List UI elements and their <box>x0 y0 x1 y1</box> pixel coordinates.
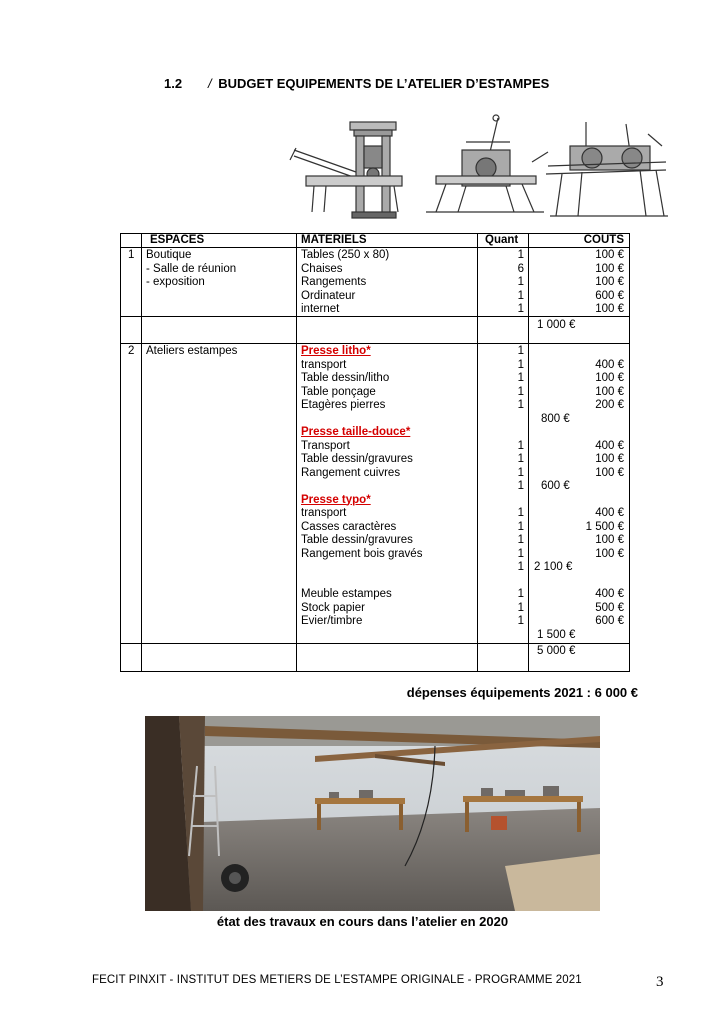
item-qty: 1 <box>517 345 524 357</box>
item-cost: 400 € <box>595 588 624 600</box>
total-expenses: dépenses équipements 2021 : 6 000 € <box>406 685 638 700</box>
item-qty: 1 <box>517 276 524 288</box>
item-cost: 600 € <box>595 289 624 302</box>
item-cost: 100 € <box>595 453 624 465</box>
item-name: Table dessin/litho <box>301 372 390 384</box>
item-cost: 400 € <box>595 358 624 371</box>
item-cost: 100 € <box>595 385 624 398</box>
press-category-title: Presse litho* <box>301 345 371 357</box>
item-cost: 100 € <box>595 466 624 479</box>
category-subtotal: 800 € <box>541 412 570 425</box>
item-qty: 6 <box>517 262 524 275</box>
header-couts: COUTS <box>583 234 624 246</box>
item-name: Table dessin/gravures <box>301 534 413 546</box>
item-qty: 1 <box>517 289 524 302</box>
espace-label: - exposition <box>146 276 205 288</box>
item-qty: 1 <box>517 249 524 261</box>
item-qty: 1 <box>517 399 524 411</box>
item-cost: 100 € <box>595 276 624 288</box>
item-cost: 100 € <box>595 303 624 315</box>
item-qty: 1 <box>517 615 524 627</box>
item-qty: 1 <box>517 507 524 519</box>
header-materiels: MATERIELS <box>301 234 367 246</box>
page-number: 3 <box>656 974 664 990</box>
item-qty: 1 <box>517 303 524 315</box>
category-subtotal: 1 500 € <box>537 629 576 641</box>
item-qty: 1 <box>517 466 524 479</box>
item-name: transport <box>301 507 347 519</box>
page-footer: FECIT PINXIT - INSTITUT DES METIERS DE L’ESTAMPE ORIGINALE - PROGRAMME 2021 <box>92 974 582 986</box>
item-name: Ordinateur <box>301 289 356 302</box>
press-category-title: Presse typo* <box>301 493 371 506</box>
item-qty: 1 <box>517 561 524 573</box>
item-name: Table dessin/gravures <box>301 453 413 465</box>
item-qty: 1 <box>517 547 524 560</box>
item-cost: 400 € <box>595 507 624 519</box>
category-subtotal: 2 100 € <box>534 561 573 573</box>
item-cost: 100 € <box>595 534 624 546</box>
section-total: 5 000 € <box>537 645 576 657</box>
item-cost: 500 € <box>595 601 624 614</box>
item-name: Chaises <box>301 262 343 275</box>
item-name: Etagères pierres <box>301 399 386 411</box>
item-name: Rangement bois gravés <box>301 547 423 560</box>
item-cost: 600 € <box>595 615 624 627</box>
section-title: BUDGET EQUIPEMENTS DE L’ATELIER D’ESTAMPES <box>218 76 550 91</box>
heading-separator: / <box>208 76 212 91</box>
header-quant: Quant <box>485 234 519 246</box>
espace-label: - Salle de réunion <box>146 262 237 275</box>
workshop-photo <box>145 716 600 911</box>
item-qty: 1 <box>517 534 524 546</box>
item-qty: 1 <box>517 601 524 614</box>
item-name: Tables (250 x 80) <box>301 249 390 261</box>
item-qty: 1 <box>517 358 524 371</box>
item-name: Rangements <box>301 276 367 288</box>
item-name: transport <box>301 358 347 371</box>
item-cost: 400 € <box>595 439 624 452</box>
section-number: 2 <box>128 345 135 357</box>
item-name: Table ponçage <box>301 385 376 398</box>
item-cost: 200 € <box>595 399 624 411</box>
item-name: Stock papier <box>301 601 365 614</box>
item-name: Transport <box>301 439 350 452</box>
section-number: 1 <box>128 249 135 261</box>
press-category-title: Presse taille-douce* <box>301 426 411 438</box>
category-subtotal: 600 € <box>541 480 570 492</box>
item-cost: 100 € <box>595 372 624 384</box>
budget-table <box>120 233 630 672</box>
item-cost: 100 € <box>595 547 624 560</box>
item-qty: 1 <box>517 588 524 600</box>
photo-caption: état des travaux en cours dans l’atelier en 2020 <box>216 914 509 929</box>
item-name: Evier/timbre <box>301 615 363 627</box>
espace-label: Boutique <box>146 249 192 261</box>
section-subtotal: 1 000 € <box>537 319 576 331</box>
item-name: Meuble estampes <box>301 588 392 600</box>
item-qty: 1 <box>517 480 524 492</box>
item-name: Rangement cuivres <box>301 466 401 479</box>
printing-press-illustrations <box>286 112 669 226</box>
item-qty: 1 <box>517 520 524 533</box>
item-cost: 1 500 € <box>585 520 624 533</box>
espace-label: Ateliers estampes <box>146 345 238 357</box>
item-qty: 1 <box>517 439 524 452</box>
item-name: Casses caractères <box>301 520 397 533</box>
item-cost: 100 € <box>595 262 624 275</box>
item-name: internet <box>301 303 340 315</box>
item-qty: 1 <box>517 453 524 465</box>
section-number: 1.2 <box>164 76 183 91</box>
section-heading <box>164 76 549 91</box>
item-qty: 1 <box>517 385 524 398</box>
header-espaces: ESPACES <box>150 234 205 246</box>
item-cost: 100 € <box>595 249 624 261</box>
item-qty: 1 <box>517 372 524 384</box>
